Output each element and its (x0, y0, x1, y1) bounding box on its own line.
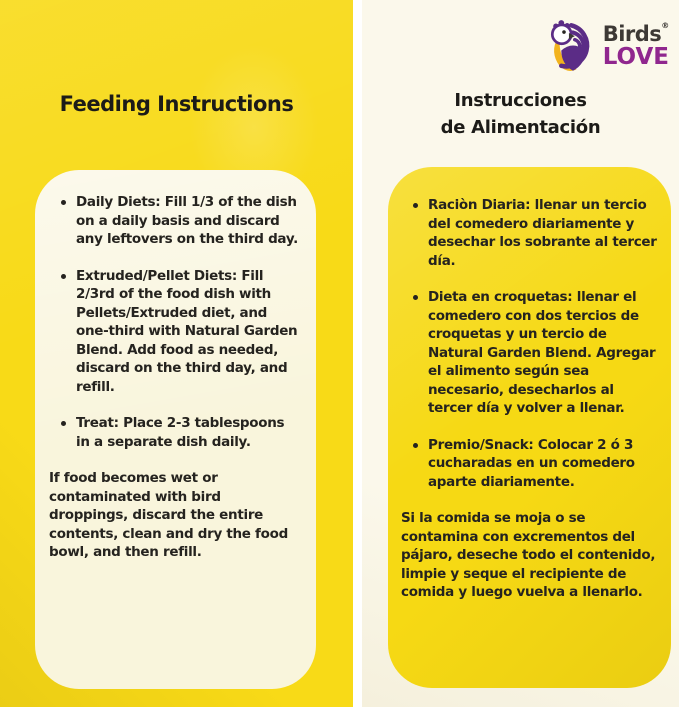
list-item (428, 436, 658, 492)
english-bullet-list (49, 193, 302, 451)
bullet-text: Treat: Place 2-3 tablespoons in a separate dish daily. (76, 415, 285, 450)
spanish-instructions-card (388, 167, 671, 688)
english-instructions-card (35, 170, 316, 689)
english-title: Feeding Instructions (59, 92, 294, 116)
list-item (428, 196, 658, 270)
list-item (76, 267, 302, 397)
bullet-dot-icon (413, 203, 418, 208)
list-item (76, 414, 302, 451)
registered-trademark-icon: ® (661, 20, 669, 30)
brand-name-bottom: LOVE (602, 43, 669, 70)
bullet-text: Daily Diets: Fill 1/3 of the dish on a daily basis and discard any leftovers on the third day. (76, 194, 298, 247)
spanish-footer-note: Si la comida se moja o se contamina con excrementos del pájaro, deseche todo el contenido, limpie y seque el recipiente de comida y luego vuelva a llenarlo. (401, 510, 656, 600)
spanish-bullet-list (401, 196, 658, 491)
spanish-panel (362, 0, 679, 707)
spanish-title (362, 87, 679, 141)
bullet-text: Dieta en croquetas: llenar el comedero con dos tercios de croquetas y un tercio de Natural Garden Blend. Agregar el alimento según sea necesario, desecharlos al tercer día y volver a llenar. (428, 289, 656, 416)
brand-wordmark (602, 20, 669, 70)
bullet-dot-icon (61, 274, 66, 279)
bullet-text: Raciòn Diaria: llenar un tercio del comedero diariamente y desechar los sobrante al tercer día. (428, 197, 657, 269)
english-footer-note: If food becomes wet or contaminated with bird droppings, discard the entire contents, clean and dry the food bowl, and then refill. (49, 470, 288, 560)
list-item (76, 193, 302, 249)
rooster-heart-icon (546, 18, 600, 74)
spanish-title-line1: Instrucciones (454, 90, 587, 111)
spanish-title-line2: de Alimentación (440, 117, 601, 138)
bullet-dot-icon (61, 200, 66, 205)
list-item (428, 288, 658, 418)
brand-logo (546, 18, 669, 74)
brand-name-top: Birds® (602, 20, 669, 46)
bullet-text: Premio/Snack: Colocar 2 ó 3 cucharadas en un comedero aparte diariamente. (428, 436, 635, 490)
panel-divider (353, 0, 362, 707)
bullet-dot-icon (61, 421, 66, 426)
bullet-dot-icon (413, 295, 418, 300)
bullet-dot-icon (413, 443, 418, 448)
bullet-text: Extruded/Pellet Diets: Fill 2/3rd of the food dish with Pellets/Extruded diet, and one-third with Natural Garden Blend. Add food as needed, discard on the third day, and refill. (76, 267, 298, 395)
